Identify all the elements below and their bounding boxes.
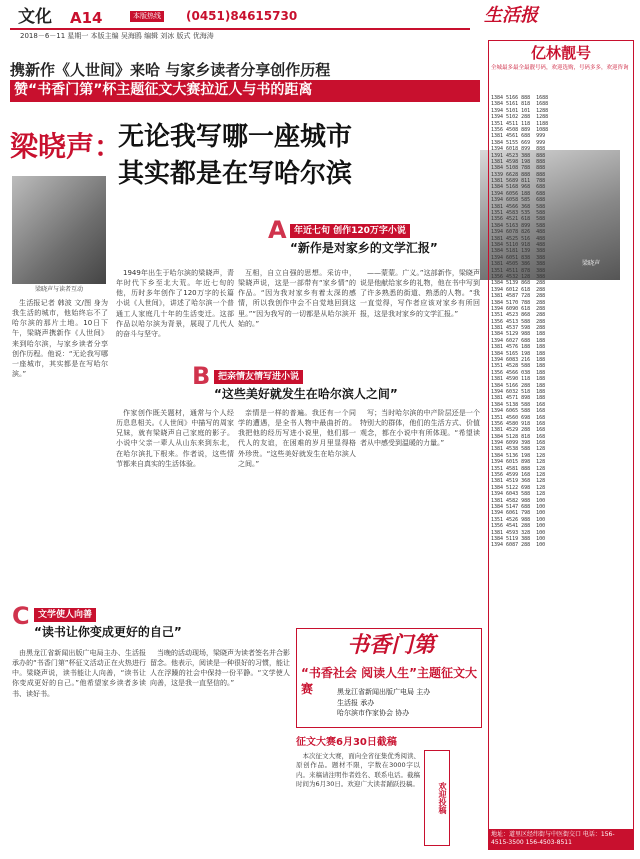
event-photo-caption: 梁晓声与读者互动: [34, 286, 83, 293]
section-a-text-3: ——蒙蒙。广义。”这部新作，梁晓声说是他献给家乡的礼物，他在书中写到了许多熟悉的街道、熟悉的人物。“我一直觉得，写作者应该对家乡有所回报，这是我对家乡的文学汇报。”: [360, 269, 480, 318]
section-b-tag: 把亲情友情写进小说: [214, 370, 303, 384]
headline-line-2: 其实都是在写哈尔滨: [118, 159, 353, 190]
deadline-text: 本次征文大赛，面向全省征集优秀阅读、原创作品。题材不限，字数在3000字以内。来稿请注明作者姓名、联系电话。截稿时间为6月30日。欢迎广大读者踊跃投稿。: [296, 752, 420, 789]
section-name: 文化: [18, 7, 52, 27]
event-photo: [12, 176, 106, 284]
promo-title: “书香社会 阅读人生”主题征文大赛: [301, 666, 477, 697]
lead-paragraph: 生活报记者 韩波 文/图 身为我生活的城市，他始终忘不了哈尔滨的那片土地。10日下午，梁晓声携新作《人世间》来到哈尔滨，与家乡读者分享创作历程。他说：“无论我写哪一座城市，其实都是在写哈尔滨。”: [12, 299, 108, 378]
number-ad: [488, 40, 634, 850]
promo-hosts: [337, 687, 430, 719]
section-b-letter: B: [192, 362, 211, 390]
author-photo-caption: 梁晓声: [582, 260, 601, 267]
section-b-quote: “这些美好就发生在哈尔滨人之间”: [214, 387, 398, 401]
section-b-text-3: 写；当时哈尔滨的中产阶层还是一个特别大的群体，他们的生活方式、价值观念，都在小说中有所体现。“希望读者从中感受到温暖的力量。”: [360, 409, 480, 448]
section-a-tag: 年近七旬 创作120万字小说: [290, 224, 410, 238]
section-a-quote: “新作是对家乡的文学汇报”: [290, 241, 438, 255]
promo-host-3: 哈尔滨市作家协会 协办: [337, 709, 410, 717]
ad-footer: 地址：道里区经纬街与中医街交口 电话：156-4515-3500 156-4503-8511: [489, 829, 633, 849]
section-a-letter: A: [268, 216, 287, 244]
issue-info: 2018－6－11 星期一 本版主编 吴海鸥 编辑 刘冰 版式 优海涛: [20, 32, 214, 40]
vertical-label: 欢迎投稿: [424, 750, 450, 846]
section-c-tag: 文学使人向善: [34, 608, 96, 622]
section-b-text-2: 亲情是一样的普遍。我还有一个同学的遭遇，是全书人物中最曲折的。我把他的经历写进小说里，他们那一代人的友谊，在困难的岁月里显得格外珍贵。“这些美好就发生在哈尔滨人之间。”: [238, 409, 356, 468]
deadline-heading: 征文大赛6月30日截稿: [296, 737, 397, 748]
kicker-title: 携新作《人世间》来哈 与家乡读者分享创作历程: [10, 61, 331, 79]
ad-subtitle: 全城最多最全最靓号码，欢迎选购，号码多多，欢迎咨询: [491, 65, 629, 71]
section-a-text-1: 1949年出生于哈尔滨的梁晓声，青年时代下乡至北大荒。年近七旬的他，历时多年创作了120万字的长篇小说《人世间》，讲述了哈尔滨一个普通工人家庭几十年的生活变迁。这部作品以哈尔滨为背景，展现了几代人的奋斗与坚守。: [116, 269, 234, 338]
contest-promo: [296, 628, 482, 728]
headline-line-1: 无论我写哪一座城市: [118, 122, 353, 152]
section-b-text-1: 作家创作既关题材，通常与个人经历息息相关。《人世间》中描写的周家兄妹，就有梁晓声自己家庭的影子。小说中父亲一辈人从山东来到东北，在哈尔滨扎下根来。作者说，这些情节都来自真实的生活体验。: [116, 409, 234, 468]
subtitle-banner: 赞“书香门第”杯主题征文大赛拉近人与书的距离: [10, 80, 480, 102]
headline: [118, 120, 352, 192]
section-a-text-2: 互相，自立自强的思想。采访中，梁晓声说，这是一部带有“家乡情”的作品。“因为我对家乡有着太深的感情，所以我创作中会不自觉地回到这里。”“因为我写的一切都是从哈尔滨开始的。”: [238, 269, 356, 328]
headline-name: 梁晓声：: [10, 130, 123, 163]
page-number: A14: [70, 9, 103, 27]
promo-logo: 书香门第: [347, 632, 436, 658]
hotline-number: (0451)84615730: [186, 9, 298, 23]
section-c-text-2: 当晚的活动现场，梁晓声为读者签名并合影留念。他表示，阅读是一种很好的习惯，能让人在浮躁的社会中保持一份平静。“文学使人向善，这是我一直坚信的。”: [150, 649, 290, 688]
section-c-quote: “读书让你变成更好的自己”: [34, 625, 182, 639]
section-c-letter: C: [12, 602, 30, 630]
ad-number-list: 1384 5166 888 1688 1384 5161 818 1688 1394 5101 101 1288 1394 5102 288 1288 1351 4511 118 1188 1356 4508 889 1088 1381 4561 688 999 1384 5155 669 999 1394 6018 899 888 1391 4523 388 888 1381 4598 198 888 1384 5108 788 888 1339 6628 888 888 1381 5689 811 788 1384 5168 968 688 1394 6056 188 688 1394 6058 585 688 1381 4566 368 588 1351 4583 535 588 1356 4521 618 588 1384 5163 899 588 1394 6078 826 488 1381 4525 516 488 1384 5110 918 488 1384 5181 139 388 1394 6051 838 388 1381 4505 386 388 1351 4511 878 388 1356 4532 128 388 1384 5139 868 288 1394 6012 618 288 1381 4587 728 288 1384 5170 788 288 1394 6090 618 288 1351 4523 868 288 1356 4513 588 288 1381 4537 598 288 1384 5129 988 188 1394 6027 688 188 1381 4576 188 188 1384 5165 198 188 1394 6083 216 188 1351 4528 588 188 1356 4566 038 188 1381 4590 118 188 1384 5166 288 188 1394 6032 518 188 1381 4571 898 188 1384 5138 588 168 1394 6065 588 168 1351 4560 698 168 1356 4580 918 168 1381 4529 288 168 1384 5128 818 168 1394 6099 398 168 1381 4538 588 128 1384 5136 198 128 1394 6015 898 128 1351 4581 888 128 1356 4599 168 128 1381 4519 368 128 1384 5122 698 128 1394 6043 588 128 1381 4582 988 100 1384 5147 688 100 1394 6061 798 100 1351 4526 988 100 1356 4541 288 100 1381 4593 328 100 1384 5119 388 100 1394 6087 288 100: [491, 95, 549, 549]
ad-title: 亿林靓号: [489, 41, 633, 65]
promo-host-1: 黑龙江省新闻出版广电局 主办: [337, 688, 431, 696]
promo-host-2: 生活报 承办: [337, 698, 375, 707]
section-c-text-1: 由黑龙江省新闻出版广电局主办、生活报承办的“书香门第”杯征文活动正在火热进行中。梁晓声说，读书能让人向善，“读书让你变成更好的自己。”他希望家乡读者多读书、读好书。: [12, 649, 146, 698]
newspaper-logo: 生活报: [484, 5, 538, 26]
hotline-label: 本版热线: [130, 11, 164, 22]
header-rule: [10, 28, 470, 30]
